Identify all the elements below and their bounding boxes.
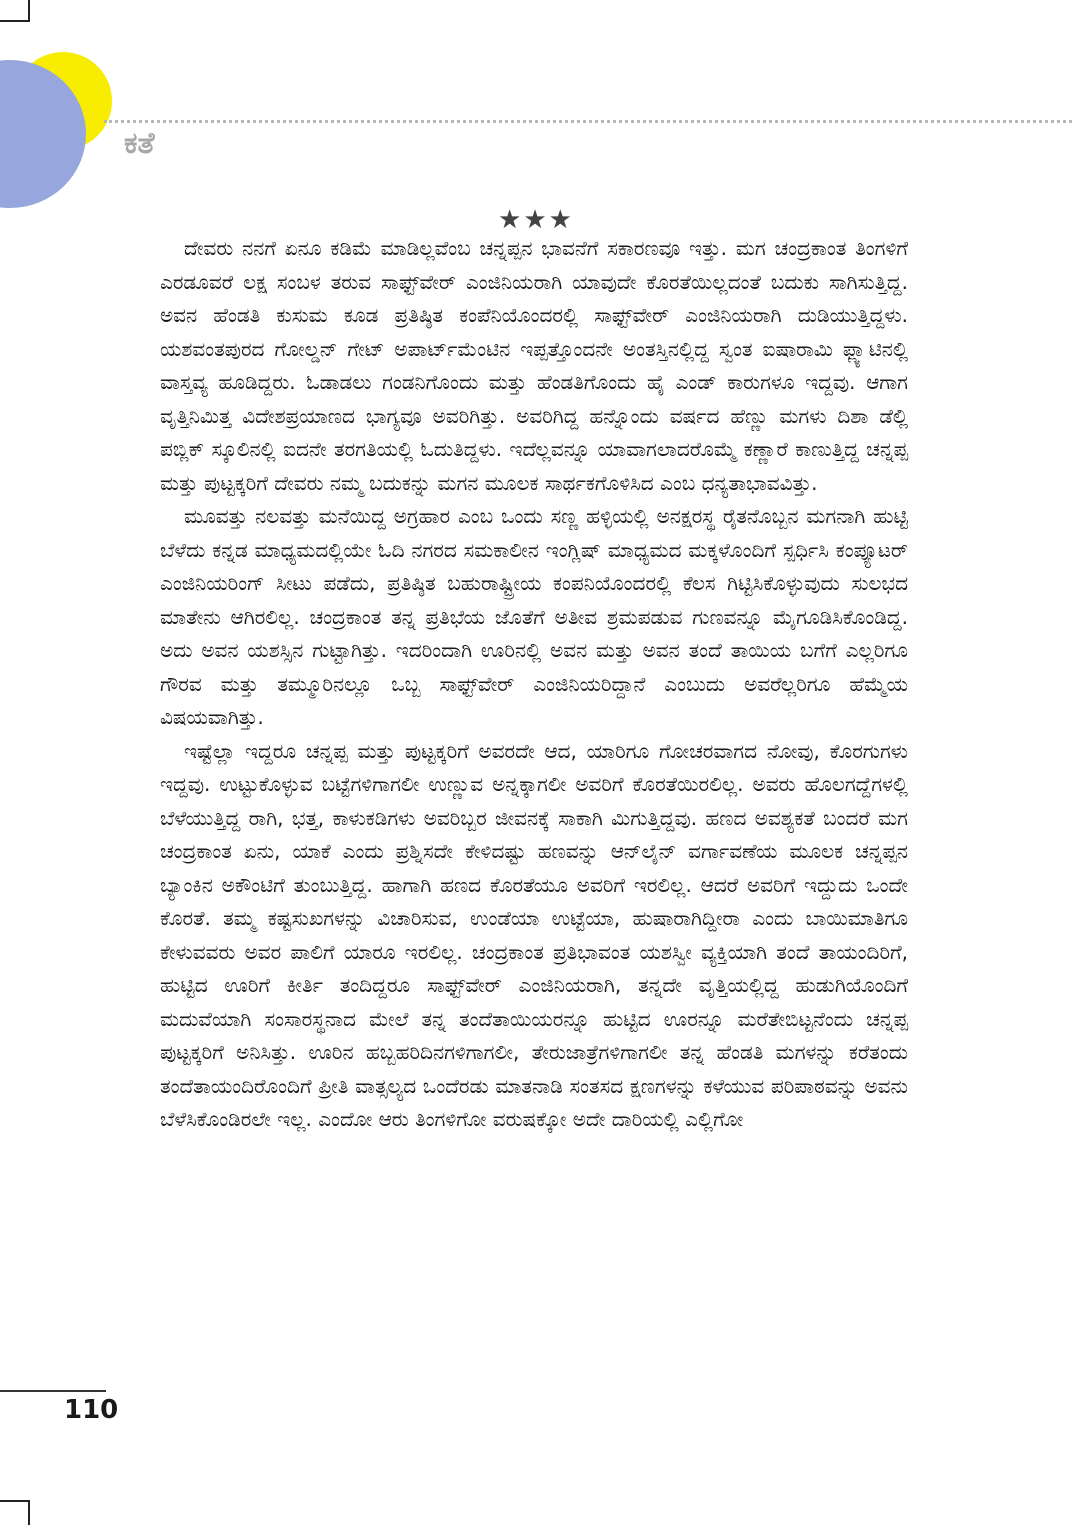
page-number: 110: [64, 1395, 119, 1425]
paragraph: ಮೂವತ್ತು ನಲವತ್ತು ಮನೆಯಿದ್ದ ಅಗ್ರಹಾರ ಎಂಬ ಒಂದು ಸಣ್ಣ ಹಳ್ಳಿಯಲ್ಲಿ ಅನಕ್ಷರಸ್ಥ ರೈತನೊಬ್ಬನ ಮಗನಾಗಿ ಹುಟ್ಟಿ ಬೆಳೆದು ಕನ್ನಡ ಮಾಧ್ಯಮದಲ್ಲಿಯೇ ಓದಿ ನಗರದ ಸಮಕಾಲೀನ ಇಂಗ್ಲಿಷ್ ಮಾಧ್ಯಮದ ಮಕ್ಕಳೊಂದಿಗೆ ಸ್ಪರ್ಧಿಸಿ ಕಂಪ್ಯೂಟರ್ ಎಂಜಿನಿಯರಿಂಗ್ ಸೀಟು ಪಡೆದು, ಪ್ರತಿಷ್ಠಿತ ಬಹುರಾಷ್ಟ್ರೀಯ ಕಂಪನಿಯೊಂದರಲ್ಲಿ ಕೆಲಸ ಗಿಟ್ಟಿಸಿಕೊಳ್ಳುವುದು ಸುಲಭದ ಮಾತೇನು ಆಗಿರಲಿಲ್ಲ. ಚಂದ್ರಕಾಂತ ತನ್ನ ಪ್ರತಿಭೆಯ ಜೊತೆಗೆ ಅತೀವ ಶ್ರಮಪಡುವ ಗುಣವನ್ನೂ ಮೈಗೂಡಿಸಿಕೊಂಡಿದ್ದ. ಅದು ಅವನ ಯಶಸ್ಸಿನ ಗುಟ್ಟಾಗಿತ್ತು. ಇದರಿಂದಾಗಿ ಊರಿನಲ್ಲಿ ಅವನ ಮತ್ತು ಅವನ ತಂದೆ ತಾಯಿಯ ಬಗೆಗೆ ಎಲ್ಲರಿಗೂ ಗೌರವ ಮತ್ತು ತಮ್ಮೂರಿನಲ್ಲೂ ಒಬ್ಬ ಸಾಫ್ಟ್‌ವೇರ್ ಎಂಜಿನಿಯರಿದ್ದಾನೆ ಎಂಬುದು ಅವರೆಲ್ಲರಿಗೂ ಹೆಮ್ಮೆಯ ವಿಷಯವಾಗಿತ್ತು.: [160, 504, 908, 729]
section-label: ಕತೆ: [124, 126, 155, 161]
header-dotted-rule: [104, 120, 1072, 123]
paragraph: ದೇವರು ನನಗೆ ಏನೂ ಕಡಿಮೆ ಮಾಡಿಲ್ಲವೆಂಬ ಚನ್ನಪ್ಪನ ಭಾವನೆಗೆ ಸಕಾರಣವೂ ಇತ್ತು. ಮಗ ಚಂದ್ರಕಾಂತ ತಿಂಗಳಿಗೆ ಎರಡೂವರೆ ಲಕ್ಷ ಸಂಬಳ ತರುವ ಸಾಫ್ಟ್‌ವೇರ್ ಎಂಜಿನಿಯರಾಗಿ ಯಾವುದೇ ಕೊರತೆಯಿಲ್ಲದಂತೆ ಬದುಕು ಸಾಗಿಸುತ್ತಿದ್ದ. ಅವನ ಹೆಂಡತಿ ಕುಸುಮ ಕೂಡ ಪ್ರತಿಷ್ಠಿತ ಕಂಪೆನಿಯೊಂದರಲ್ಲಿ ಸಾಫ್ಟ್‌ವೇರ್ ಎಂಜಿನಿಯರಾಗಿ ದುಡಿಯುತ್ತಿದ್ದಳು. ಯಶವಂತಪುರದ ಗೋಲ್ಡನ್ ಗೇಟ್ ಅಪಾರ್ಟ್‌ಮೆಂಟಿನ ಇಪ್ಪತ್ತೊಂದನೇ ಅಂತಸ್ತಿನಲ್ಲಿದ್ದ ಸ್ವಂತ ಐಷಾರಾಮಿ ಫ್ಲ್ಯಾಟಿನಲ್ಲಿ ವಾಸ್ತವ್ಯ ಹೂಡಿದ್ದರು. ಓಡಾಡಲು ಗಂಡನಿಗೊಂದು ಮತ್ತು ಹೆಂಡತಿಗೊಂದು ಹೈ ಎಂಡ್ ಕಾರುಗಳೂ ಇದ್ದವು. ಆಗಾಗ ವೃತ್ತಿನಿಮಿತ್ತ ವಿದೇಶಪ್ರಯಾಣದ ಭಾಗ್ಯವೂ ಅವರಿಗಿತ್ತು. ಅವರಿಗಿದ್ದ ಹನ್ನೊಂದು ವರ್ಷದ ಹೆಣ್ಣು ಮಗಳು ದಿಶಾ ಡೆಲ್ಲಿ ಪಬ್ಲಿಕ್ ಸ್ಕೂಲಿನಲ್ಲಿ ಐದನೇ ತರಗತಿಯಲ್ಲಿ ಓದುತಿದ್ದಳು. ಇದೆಲ್ಲವನ್ನೂ ಯಾವಾಗಲಾದರೊಮ್ಮೆ ಕಣ್ಣಾರೆ ಕಾಣುತ್ತಿದ್ದ ಚನ್ನಪ್ಪ ಮತ್ತು ಪುಟ್ಟಕ್ಕರಿಗೆ ದೇವರು ನಮ್ಮ ಬದುಕನ್ನು ಮಗನ ಮೂಲಕ ಸಾರ್ಥಕಗೊಳಿಸಿದ ಎಂಬ ಧನ್ಯತಾಭಾವವಿತ್ತು.: [160, 236, 908, 495]
paragraph: ಇಷ್ಟೆಲ್ಲಾ ಇದ್ದರೂ ಚನ್ನಪ್ಪ ಮತ್ತು ಪುಟ್ಟಕ್ಕರಿಗೆ ಅವರದೇ ಆದ, ಯಾರಿಗೂ ಗೋಚರವಾಗದ ನೋವು, ಕೊರಗುಗಳು ಇದ್ದವು. ಉಟ್ಟುಕೊಳ್ಳುವ ಬಟ್ಟೆಗಳಿಗಾಗಲೀ ಉಣ್ಣುವ ಅನ್ನಕ್ಕಾಗಲೀ ಅವರಿಗೆ ಕೊರತೆಯಿರಲಿಲ್ಲ. ಅವರು ಹೊಲಗದ್ದೆಗಳಲ್ಲಿ ಬೆಳೆಯುತ್ತಿದ್ದ ರಾಗಿ, ಭತ್ತ, ಕಾಳುಕಡಿಗಳು ಅವರಿಬ್ಬರ ಜೀವನಕ್ಕೆ ಸಾಕಾಗಿ ಮಿಗುತ್ತಿದ್ದವು. ಹಣದ ಅವಶ್ಯಕತೆ ಬಂದರೆ ಮಗ ಚಂದ್ರಕಾಂತ ಏನು, ಯಾಕೆ ಎಂದು ಪ್ರಶ್ನಿಸದೇ ಕೇಳಿದಷ್ಟು ಹಣವನ್ನು ಆನ್‌ಲೈನ್ ವರ್ಗಾವಣೆಯ ಮೂಲಕ ಚನ್ನಪ್ಪನ ಬ್ಯಾಂಕಿನ ಅಕೌಂಟಿಗೆ ತುಂಬುತ್ತಿದ್ದ. ಹಾಗಾಗಿ ಹಣದ ಕೊರತೆಯೂ ಅವರಿಗೆ ಇರಲಿಲ್ಲ. ಆದರೆ ಅವರಿಗೆ ಇದ್ದುದು ಒಂದೇ ಕೊರತೆ. ತಮ್ಮ ಕಷ್ಟಸುಖಗಳನ್ನು ವಿಚಾರಿಸುವ, ಉಂಡೆಯಾ ಉಟ್ಟೆಯಾ, ಹುಷಾರಾಗಿದ್ದೀರಾ ಎಂದು ಬಾಯಿಮಾತಿಗೂ ಕೇಳುವವರು ಅವರ ಪಾಲಿಗೆ ಯಾರೂ ಇರಲಿಲ್ಲ. ಚಂದ್ರಕಾಂತ ಪ್ರತಿಭಾವಂತ ಯಶಸ್ವೀ ವ್ಯಕ್ತಿಯಾಗಿ ತಂದೆ ತಾಯಂದಿರಿಗೆ, ಹುಟ್ಟಿದ ಊರಿಗೆ ಕೀರ್ತಿ ತಂದಿದ್ದರೂ ಸಾಫ್ಟ್‌ವೇರ್ ಎಂಜಿನಿಯರಾಗಿ, ತನ್ನದೇ ವೃತ್ತಿಯಲ್ಲಿದ್ದ ಹುಡುಗಿಯೊಂದಿಗೆ ಮದುವೆಯಾಗಿ ಸಂಸಾರಸ್ಥನಾದ ಮೇಲೆ ತನ್ನ ತಂದೆತಾಯಿಯರನ್ನೂ ಹುಟ್ಟಿದ ಊರನ್ನೂ ಮರೆತೇಬಿಟ್ಟನೆಂದು ಚನ್ನಪ್ಪ ಪುಟ್ಟಕ್ಕರಿಗೆ ಅನಿಸಿತ್ತು. ಊರಿನ ಹಬ್ಬಹರಿದಿನಗಳಿಗಾಗಲೀ, ತೇರುಜಾತ್ರೆಗಳಿಗಾಗಲೀ ತನ್ನ ಹೆಂಡತಿ ಮಗಳನ್ನು ಕರೆತಂದು ತಂದೆತಾಯಂದಿರೊಂದಿಗೆ ಪ್ರೀತಿ ವಾತ್ಸಲ್ಯದ ಒಂದೆರಡು ಮಾತನಾಡಿ ಸಂತಸದ ಕ್ಷಣಗಳನ್ನು ಕಳೆಯುವ ಪರಿಪಾಠವನ್ನು ಅವನು ಬೆಳೆಸಿಕೊಂಡಿರಲೇ ಇಲ್ಲ. ಎಂದೋ ಆರು ತಿಂಗಳಿಗೋ ವರುಷಕ್ಕೋ ಅದೇ ದಾರಿಯಲ್ಲಿ ಎಲ್ಲಿಗೋ: [160, 738, 908, 1131]
section-separator-stars: ★★★: [498, 205, 574, 235]
crop-mark-top-horizontal: [0, 20, 28, 22]
crop-mark-top-vertical: [28, 0, 30, 22]
crop-mark-bottom-vertical: [28, 1500, 30, 1525]
crop-mark-bottom-horizontal: [0, 1500, 28, 1502]
story-body: [160, 232, 908, 1137]
